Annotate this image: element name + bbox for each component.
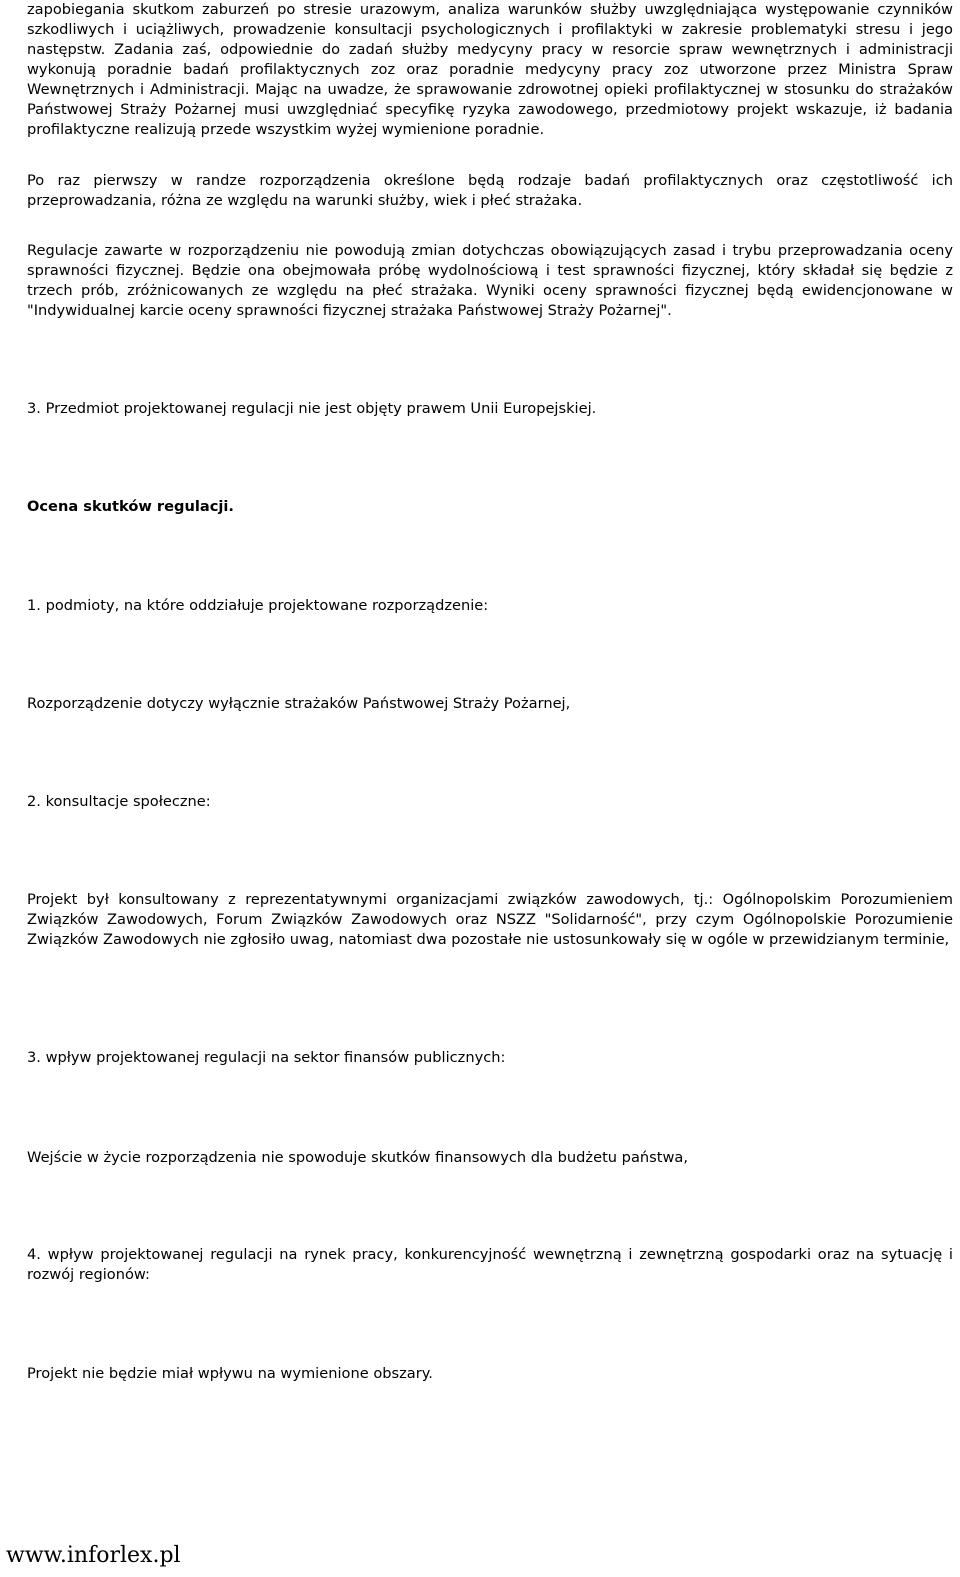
section-1-title: 1. podmioty, na które oddziałuje projektowane rozporządzenie: <box>27 597 489 614</box>
section-heading-impact-assessment: Ocena skutków regulacji. <box>27 498 234 515</box>
section-2-text: Projekt był konsultowany z reprezentatywnymi organizacjami związków zawodowych, tj.: Ogólnopolskim Porozumieniem Związków Zawodowych, Forum Związków Zawodowych oraz NSZZ "Solidarność", przy czym Ogólnopolskie Porozumienie Związków Zawodowych nie zgłosiło uwag, natomiast dwa pozostałe nie ustosunkowały się w ogóle w przewidzianym terminie, <box>27 891 953 948</box>
section-1-text: Rozporządzenie dotyczy wyłącznie strażaków Państwowej Straży Pożarnej, <box>27 695 571 712</box>
section-2-title: 2. konsultacje społeczne: <box>27 793 211 810</box>
section-4-text: Projekt nie będzie miał wpływu na wymienione obszary. <box>27 1365 433 1382</box>
section-4-title: 4. wpływ projektowanej regulacji na rynek pracy, konkurencyjność wewnętrzną i zewnętrzną gospodarki oraz na sytuację i rozwój regionów: <box>27 1246 953 1283</box>
section-3-title: 3. wpływ projektowanej regulacji na sektor finansów publicznych: <box>27 1049 506 1066</box>
body-paragraph-fitness: Regulacje zawarte w rozporządzeniu nie powodują zmian dotychczas obowiązujących zasad i trybu przeprowadzania oceny sprawności fizycznej. Będzie ona obejmowała próbę wydolnościową i test sprawności fizycznej, który składał się będzie z trzech prób, zróżnicowanych ze względu na płeć strażaka. Wyniki oceny sprawności fizycznej będą ewidencjonowane w "Indywidualnej karcie oceny sprawności fizycznej strażaka Państwowej Straży Pożarnej". <box>27 242 953 319</box>
body-paragraph-examinations: Po raz pierwszy w randze rozporządzenia określone będą rodzaje badań profilaktycznych oraz częstotliwość ich przeprowadzania, różna ze względu na warunki służby, wiek i płeć strażaka. <box>27 172 953 209</box>
point-eu-law: 3. Przedmiot projektowanej regulacji nie jest objęty prawem Unii Europejskiej. <box>27 400 597 417</box>
footer-site-link[interactable]: www.inforlex.pl <box>6 1543 181 1568</box>
body-paragraph-prevention: zapobiegania skutkom zaburzeń po stresie urazowym, analiza warunków służby uwzględniająca występowanie czynników szkodliwych i uciążliwych, prowadzenie konsultacji psychologicznych i profilaktyki w zakresie problematyki stresu i jego następstw. Zadania zaś, odpowiednie do zadań służby medycyny pracy w resorcie spraw wewnętrznych i administracji wykonują poradnie badań profilaktycznych zoz oraz poradnie medycyny pracy zoz utworzone przez Ministra Spraw Wewnętrznych i Administracji. Mając na uwadze, że sprawowanie zdrowotnej opieki profilaktycznej w stosunku do strażaków Państwowej Straży Pożarnej musi uwzględniać specyfikę ryzyka zawodowego, przedmiotowy projekt wskazuje, iż badania profilaktyczne realizują przede wszystkim wyżej wymienione poradnie. <box>27 1 953 138</box>
section-3-text: Wejście w życie rozporządzenia nie spowoduje skutków finansowych dla budżetu państwa, <box>27 1149 688 1166</box>
